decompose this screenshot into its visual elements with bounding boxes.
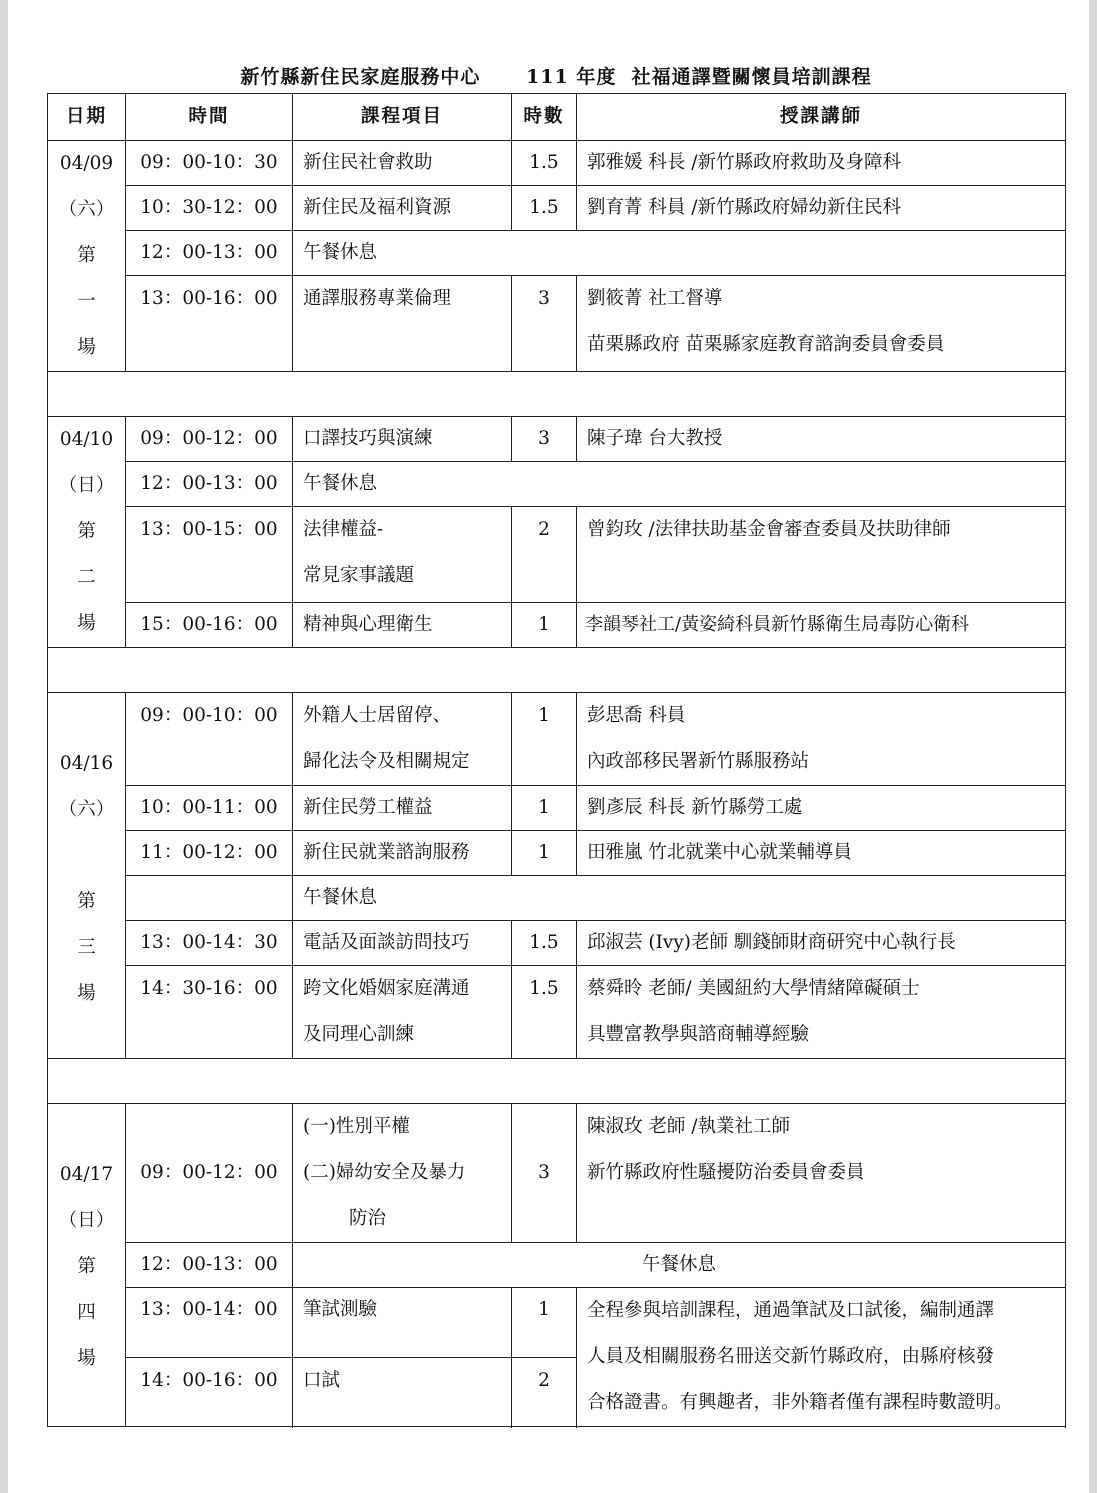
- spacer-row: [48, 648, 1066, 693]
- hours-cell: 1.5: [512, 186, 577, 231]
- instructor-cell: 邱淑芸 (Ivy)老師 馴錢師財商研究中心執行長: [577, 921, 1066, 966]
- session-date-cell: [48, 141, 126, 372]
- instructor-cell: 劉筱菁 社工督導 苗栗縣政府 苗栗縣家庭教育諮詢委員會委員: [577, 276, 1066, 372]
- session-weekday: （日）: [58, 475, 115, 496]
- table-row: [48, 876, 1066, 921]
- time-cell: 09：00-10：30: [126, 141, 293, 186]
- hours-cell: 1: [512, 786, 577, 831]
- session-label: 場: [77, 1348, 96, 1369]
- time-cell: 09：00-12：00: [126, 417, 293, 462]
- time-cell: 10：30-12：00: [126, 186, 293, 231]
- session-weekday: （六）: [58, 199, 115, 220]
- document-title: 新竹縣新住民家庭服務中心 111 年度 社福通譯暨關懷員培訓課程: [240, 66, 872, 88]
- table-row: [48, 186, 1066, 231]
- time-cell: 12：00-13：00: [126, 231, 293, 276]
- instructor-cell: 田雅嵐 竹北就業中心就業輔導員: [577, 831, 1066, 876]
- course-cell: 口試: [293, 1358, 512, 1427]
- instructor-cell: 陳子瑋 台大教授: [577, 417, 1066, 462]
- session-label: 四: [77, 1302, 96, 1323]
- hours-cell: 3: [512, 276, 577, 372]
- header-row: [48, 94, 1066, 141]
- schedule-table: [47, 93, 1066, 1427]
- session-date: 04/17: [59, 1164, 114, 1185]
- hours-cell: 1: [512, 693, 577, 786]
- session-label: 一: [77, 291, 96, 312]
- table-row: [48, 231, 1066, 276]
- time-cell: 13：00-14：00: [126, 1288, 293, 1358]
- session-label: 場: [77, 983, 96, 1004]
- header-course: 課程項目: [293, 94, 512, 141]
- hours-cell: 1.5: [512, 141, 577, 186]
- hours-cell: 1: [512, 831, 577, 876]
- hours-cell: 1.5: [512, 966, 577, 1059]
- table-row: [48, 507, 1066, 510]
- table-row: [48, 603, 1066, 648]
- header-instructor: 授課講師: [577, 94, 1066, 141]
- time-cell: 09：00-10：00: [126, 693, 293, 786]
- time-cell: 13：00-16：00: [126, 276, 293, 372]
- table-row: [48, 831, 1066, 876]
- session-date-cell: [48, 693, 126, 1059]
- lunch-cell: 午餐休息: [293, 231, 1066, 276]
- spacer-row: [48, 372, 1066, 417]
- session-date-cell: [48, 1104, 126, 1427]
- session-date-cell: [48, 417, 126, 648]
- hours-cell: 3: [512, 417, 577, 462]
- page-edge-left: [0, 0, 8, 1493]
- header-date: 日期: [48, 94, 126, 141]
- lunch-cell: 午餐休息: [293, 876, 1066, 921]
- session-label: 二: [77, 567, 96, 588]
- lunch-cell: 午餐休息: [293, 1243, 1066, 1288]
- table-row: [48, 1243, 1066, 1288]
- time-cell: 15：00-16：00: [126, 603, 293, 648]
- instructor-cell: 曾鈞玫 /法律扶助基金會審查委員及扶助律師: [577, 507, 1066, 603]
- table-row: [48, 417, 1066, 462]
- course-cell: 筆試測驗: [293, 1288, 512, 1358]
- time-cell: 09：00-12：00: [126, 1104, 293, 1243]
- session-date: 04/09: [59, 153, 114, 174]
- spacer-row: [48, 1059, 1066, 1104]
- time-cell: [126, 876, 293, 921]
- instructor-cell: 郭雅媛 科長 /新竹縣政府救助及身障科: [577, 141, 1066, 186]
- instructor-cell: 蔡舜昤 老師/ 美國紐約大學情緒障礙碩士 具豐富教學與諮商輔導經驗: [577, 966, 1066, 1059]
- time-cell: 10：00-11：00: [126, 786, 293, 831]
- time-cell: 14：00-16：00: [126, 1358, 293, 1427]
- session-label: 第: [77, 1256, 96, 1277]
- session-label: 第: [77, 891, 96, 912]
- session-label: 第: [77, 245, 96, 266]
- course-cell: (一)性別平權 (二)婦幼安全及暴力 防治: [293, 1104, 512, 1243]
- session-label: 場: [77, 613, 96, 634]
- course-cell: 新住民社會救助: [293, 141, 512, 186]
- time-cell: 13：00-15：00: [126, 507, 293, 603]
- course-cell: 跨文化婚姻家庭溝通 及同理心訓練: [293, 966, 512, 1059]
- table-row: [48, 141, 1066, 186]
- course-cell: 外籍人士居留停、 歸化法令及相關規定: [293, 693, 512, 786]
- header-hours: 時數: [512, 94, 577, 141]
- session-weekday: （日）: [58, 1210, 115, 1231]
- time-cell: 12：00-13：00: [126, 462, 293, 507]
- hours-cell: 1.5: [512, 921, 577, 966]
- table-row: [48, 1288, 1066, 1358]
- lunch-cell: 午餐休息: [293, 462, 1066, 507]
- instructor-cell: 劉彥辰 科長 新竹縣勞工處: [577, 786, 1066, 831]
- course-cell: 通譯服務專業倫理: [293, 276, 512, 372]
- table-row: [48, 462, 1066, 507]
- certification-note: 全程參與培訓課程，通過筆試及口試後，編制通譯 人員及相關服務名冊送交新竹縣政府，由縣府核發 合格證書。有興趣者，非外籍者僅有課程時數證明。: [577, 1288, 1066, 1427]
- course-cell: 法律權益- 常見家事議題: [293, 507, 512, 603]
- session-label: 場: [77, 337, 96, 358]
- session-label: 三: [77, 937, 96, 958]
- hours-cell: 2: [512, 507, 577, 603]
- time-cell: 11：00-12：00: [126, 831, 293, 876]
- course-cell: 新住民勞工權益: [293, 786, 512, 831]
- header-time: 時間: [126, 94, 293, 141]
- time-cell: 13：00-14：30: [126, 921, 293, 966]
- page-edge-right: [1089, 0, 1097, 1493]
- hours-cell: 1: [512, 603, 577, 648]
- instructor-cell: 李韻琴社工/黃姿綺科員新竹縣衛生局毒防心衛科: [577, 603, 1066, 648]
- session-label: 第: [77, 521, 96, 542]
- instructor-cell: 劉育菁 科員 /新竹縣政府婦幼新住民科: [577, 186, 1066, 231]
- table-row: [48, 786, 1066, 831]
- session-date: 04/16: [59, 753, 114, 774]
- session-weekday: （六）: [58, 799, 115, 820]
- hours-cell: 1: [512, 1288, 577, 1358]
- course-cell: 口譯技巧與演練: [293, 417, 512, 462]
- hours-cell: 2: [512, 1358, 577, 1427]
- session-date: 04/10: [59, 429, 114, 450]
- table-row: [48, 276, 1066, 279]
- hours-cell: 3: [512, 1104, 577, 1243]
- time-cell: 14：30-16：00: [126, 966, 293, 1059]
- course-cell: 新住民就業諮詢服務: [293, 831, 512, 876]
- course-cell: 精神與心理衛生: [293, 603, 512, 648]
- course-cell: 電話及面談訪問技巧: [293, 921, 512, 966]
- course-cell: 新住民及福利資源: [293, 186, 512, 231]
- table-row: [48, 921, 1066, 966]
- instructor-cell: 陳淑玫 老師 /執業社工師 新竹縣政府性騷擾防治委員會委員: [577, 1104, 1066, 1243]
- instructor-cell: 彭思喬 科員 內政部移民署新竹縣服務站: [577, 693, 1066, 786]
- time-cell: 12：00-13：00: [126, 1243, 293, 1288]
